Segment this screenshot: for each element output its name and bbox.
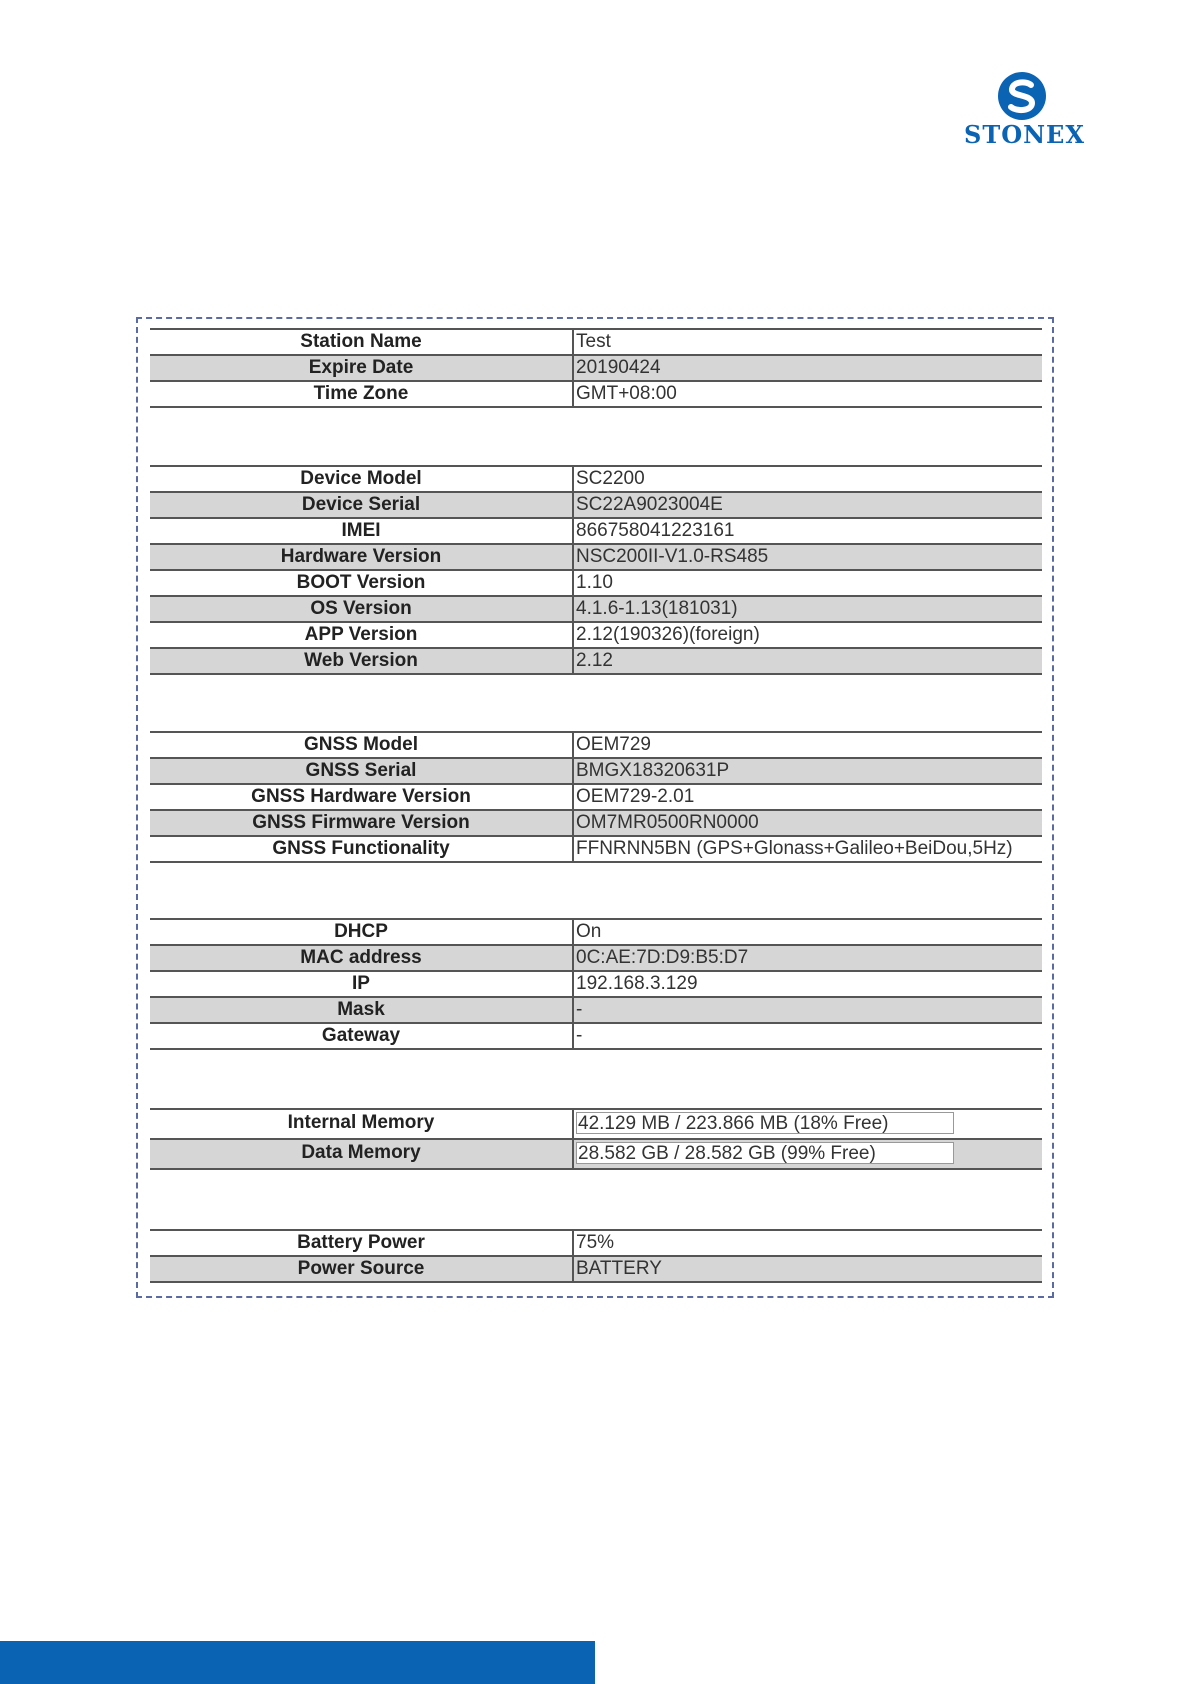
- row-value: [572, 1110, 1042, 1138]
- stonex-s-icon: [996, 70, 1048, 122]
- table-row: [150, 465, 1042, 491]
- row-value: On: [572, 920, 1042, 944]
- table-row: [150, 1108, 1042, 1138]
- table-row: [150, 354, 1042, 380]
- table-row: [150, 647, 1042, 675]
- row-label: Expire Date: [308, 357, 414, 378]
- memory-info-table: [150, 1108, 1042, 1170]
- table-row: [150, 569, 1042, 595]
- row-value: BATTERY: [572, 1257, 1042, 1281]
- table-row: [150, 996, 1042, 1022]
- table-row: [150, 731, 1042, 757]
- row-value: 2.12: [572, 649, 1042, 673]
- station-info-table: [150, 328, 1042, 408]
- row-value: BMGX18320631P: [572, 759, 1042, 783]
- row-value: SC2200: [572, 467, 1042, 491]
- row-label: Station Name: [300, 331, 422, 352]
- row-label: IMEI: [341, 520, 381, 541]
- row-value: 192.168.3.129: [572, 972, 1042, 996]
- table-row: [150, 1022, 1042, 1050]
- row-label: MAC address: [300, 947, 422, 968]
- row-value: Test: [572, 330, 1042, 354]
- row-value: OM7MR0500RN0000: [572, 811, 1042, 835]
- table-row: [150, 1138, 1042, 1170]
- row-label: BOOT Version: [296, 572, 426, 593]
- row-label: GNSS Model: [303, 734, 418, 755]
- row-label: Hardware Version: [280, 546, 442, 567]
- table-row: [150, 543, 1042, 569]
- memory-readout: 42.129 MB / 223.866 MB (18% Free): [576, 1112, 954, 1134]
- row-value: 75%: [572, 1231, 1042, 1255]
- table-row: [150, 757, 1042, 783]
- row-value: 866758041223161: [572, 519, 1042, 543]
- row-label: Gateway: [321, 1025, 401, 1046]
- row-value: OEM729-2.01: [572, 785, 1042, 809]
- row-label: IP: [352, 973, 370, 994]
- table-row: [150, 835, 1042, 863]
- row-label: APP Version: [304, 624, 418, 645]
- table-row: [150, 809, 1042, 835]
- row-value: SC22A9023004E: [572, 493, 1042, 517]
- table-row: [150, 1229, 1042, 1255]
- row-value: NSC200II-V1.0-RS485: [572, 545, 1042, 569]
- footer-bar: [0, 1641, 595, 1684]
- table-row: [150, 491, 1042, 517]
- table-row: [150, 328, 1042, 354]
- row-value: [572, 1140, 1042, 1168]
- gnss-info-table: [150, 731, 1042, 863]
- row-label: Device Model: [300, 468, 422, 489]
- row-value: -: [572, 1024, 1042, 1048]
- network-info-table: [150, 918, 1042, 1050]
- table-row: [150, 1255, 1042, 1283]
- row-value: FFNRNN5BN (GPS+Glonass+Galileo+BeiDou,5Hz): [572, 837, 1042, 861]
- row-value: 4.1.6-1.13(181031): [572, 597, 1042, 621]
- row-label: DHCP: [334, 921, 388, 942]
- row-label: Device Serial: [301, 494, 421, 515]
- row-value: 0C:AE:7D:D9:B5:D7: [572, 946, 1042, 970]
- row-label: Data Memory: [301, 1142, 421, 1163]
- row-value: OEM729: [572, 733, 1042, 757]
- row-value: 2.12(190326)(foreign): [572, 623, 1042, 647]
- device-info-table: [150, 465, 1042, 675]
- row-label: Power Source: [297, 1258, 425, 1279]
- table-row: [150, 621, 1042, 647]
- power-info-table: [150, 1229, 1042, 1283]
- row-label: Battery Power: [297, 1232, 425, 1253]
- row-value: 20190424: [572, 356, 1042, 380]
- row-value: GMT+08:00: [572, 382, 1042, 406]
- table-row: [150, 944, 1042, 970]
- row-value: 1.10: [572, 571, 1042, 595]
- stonex-logo: [964, 70, 1085, 149]
- row-label: GNSS Hardware Version: [251, 786, 471, 807]
- row-label: GNSS Firmware Version: [252, 812, 470, 833]
- row-label: GNSS Serial: [305, 760, 417, 781]
- row-value: -: [572, 998, 1042, 1022]
- table-row: [150, 517, 1042, 543]
- table-row: [150, 595, 1042, 621]
- table-row: [150, 970, 1042, 996]
- row-label: Time Zone: [313, 383, 409, 404]
- row-label: OS Version: [310, 598, 412, 619]
- logo-wordmark: STONEX: [964, 120, 1085, 149]
- row-label: Mask: [337, 999, 385, 1020]
- row-label: Web Version: [304, 650, 418, 671]
- table-row: [150, 380, 1042, 408]
- row-label: GNSS Functionality: [272, 838, 450, 859]
- memory-readout: 28.582 GB / 28.582 GB (99% Free): [576, 1142, 954, 1164]
- table-row: [150, 918, 1042, 944]
- table-row: [150, 783, 1042, 809]
- row-label: Internal Memory: [287, 1112, 435, 1133]
